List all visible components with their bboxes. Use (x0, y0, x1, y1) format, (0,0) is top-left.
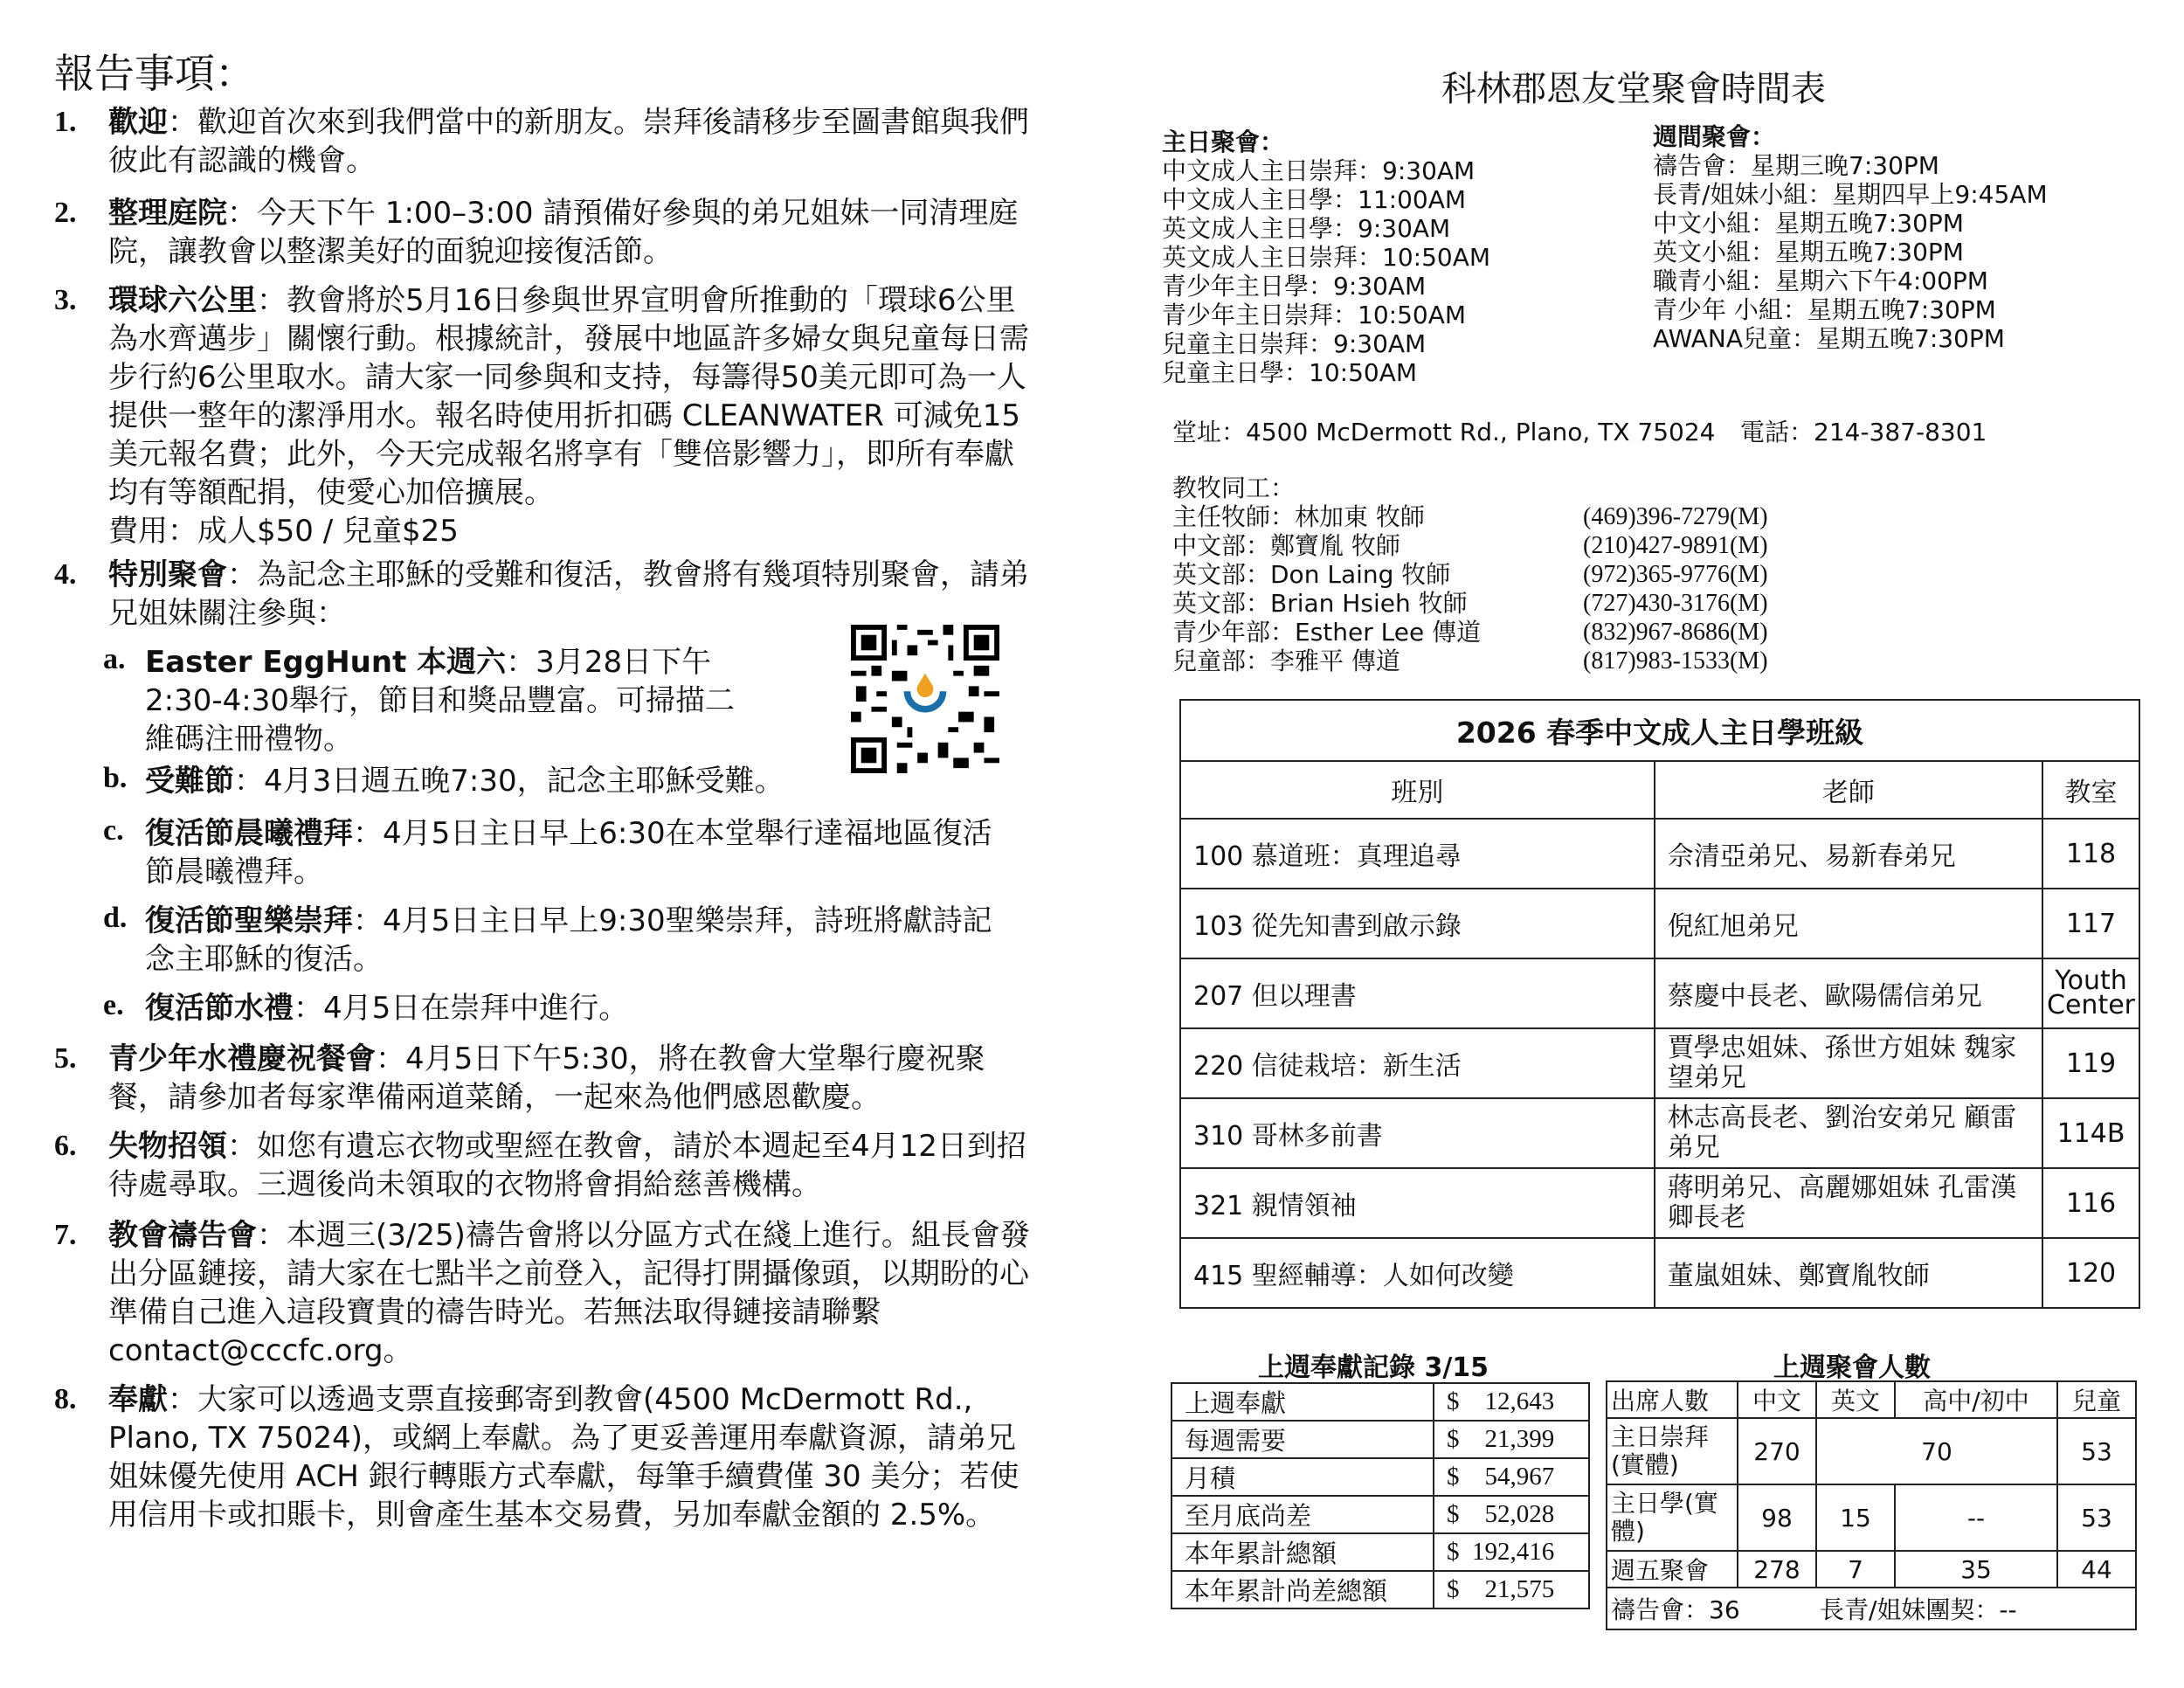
class-name: 310 哥林多前書 (1180, 1098, 1655, 1168)
sub-item-letter: c. (103, 814, 124, 847)
attendance-chinese: 98 (1738, 1484, 1816, 1551)
offering-label: 本年累計總額 (1171, 1533, 1434, 1571)
schedule-line: 青少年主日學：9:30AM (1162, 272, 1427, 301)
offering-amount: $ 21,575 (1434, 1571, 1589, 1608)
announcement-item (54, 1040, 1041, 1117)
schedule-line: 中文成人主日崇拜：9:30AM (1162, 156, 1476, 185)
class-name: 103 從先知書到啟示錄 (1180, 889, 1655, 958)
attendance-title: 上週聚會人數 (1773, 1352, 1931, 1383)
qr-code-icon[interactable] (851, 625, 999, 773)
table-row (1180, 1098, 2139, 1168)
staff-role: 英文部：Brian Hsieh 牧師 (1172, 589, 1468, 618)
item-number: 2. (54, 197, 77, 229)
table-row (1607, 1484, 2136, 1551)
announcement-item (54, 281, 1041, 550)
attendance-english: 15 (1816, 1484, 1895, 1551)
announcement-item (54, 103, 1041, 180)
table-row (1607, 1588, 2136, 1629)
item-label: 環球六公里 (108, 283, 257, 318)
sub-item (145, 643, 757, 758)
offering-title: 上週奉獻記錄 3/15 (1258, 1352, 1489, 1383)
sub-item (145, 989, 1019, 1027)
staff-role: 兒童部：李雅平 傳道 (1172, 647, 1400, 675)
offering-label: 月積 (1171, 1458, 1434, 1496)
class-teacher: 董嵐姐妹、鄭寶胤牧師 (1655, 1238, 2042, 1308)
staff-phone: (832)967-8686(M) (1583, 619, 1768, 646)
table-row (1607, 1381, 2136, 1418)
schedule-line: 英文小組：星期五晚7:30PM (1653, 238, 1964, 266)
table-row (1180, 1168, 2139, 1238)
sub-item-text: ：4月5日在崇拜中進行。 (294, 991, 629, 1026)
attendance-youth: -- (1895, 1484, 2057, 1551)
staff-phone: (817)983-1533(M) (1583, 647, 1768, 675)
schedule-line: 青少年 小組：星期五晚7:30PM (1653, 295, 1996, 324)
item-fee: 費用：成人$50 / 兒童$25 (108, 514, 459, 549)
attendance-children: 44 (2057, 1551, 2136, 1588)
table-row (1607, 1551, 2136, 1588)
offering-amount: $ 12,643 (1434, 1383, 1589, 1421)
class-room: Youth Center (2042, 958, 2139, 1028)
class-room: 120 (2042, 1238, 2139, 1308)
schedule-line: 長青/姐妹小組：星期四早上9:45AM (1653, 180, 2048, 209)
item-number: 1. (54, 106, 77, 138)
item-label: 青少年水禮慶祝餐會 (108, 1041, 376, 1076)
sub-item (145, 814, 1019, 891)
staff-role: 青少年部：Esther Lee 傳道 (1172, 618, 1482, 647)
item-label: 特別聚會 (108, 557, 227, 592)
attendance-chinese: 270 (1738, 1418, 1816, 1484)
column-header: 高中/初中 (1895, 1381, 2057, 1418)
schedule-line: 禱告會：星期三晚7:30PM (1653, 151, 1939, 180)
sub-item-letter: b. (103, 762, 128, 794)
sub-item-text: ：4月5日主日早上6:30在本堂舉行達福地區復活節晨曦禮拜。 (145, 816, 992, 889)
announcement-item (54, 194, 1041, 271)
class-teacher: 蔣明弟兄、高麗娜姐妹 孔雷漢卿長老 (1655, 1168, 2042, 1238)
announcements-title: 報告事項： (54, 50, 255, 97)
table-row (1180, 889, 2139, 958)
prayer-count: 禱告會：36 (1607, 1588, 1816, 1629)
row-label: 週五聚會 (1607, 1551, 1738, 1588)
schedule-line: 英文成人主日崇拜：10:50AM (1162, 243, 1491, 272)
sub-item-letter: d. (103, 902, 128, 934)
item-label: 歡迎 (108, 105, 168, 140)
sub-item-text: ：4月3日週五晚7:30，記念主耶穌受難。 (234, 764, 784, 799)
item-label: 失物招領 (108, 1129, 227, 1164)
schedule-line: 職青小組：星期六下午4:00PM (1653, 266, 1988, 295)
announcement-item (54, 1127, 1041, 1204)
item-number: 5. (54, 1042, 77, 1075)
class-teacher: 林志高長老、劉治安弟兄 顧雷弟兄 (1655, 1098, 2042, 1168)
class-room: 118 (2042, 819, 2139, 889)
row-label: 主日崇拜(實體) (1607, 1418, 1738, 1484)
attendance-chinese: 278 (1738, 1551, 1816, 1588)
offering-label: 上週奉獻 (1171, 1383, 1434, 1421)
sub-item-label: Easter EggHunt 本週六 (145, 645, 507, 680)
item-text: ：歡迎首次來到我們當中的新朋友。崇拜後請移步至圖書館與我們彼此有認識的機會。 (108, 105, 1029, 178)
table-row (1180, 1028, 2139, 1098)
schedule-line: AWANA兒童：星期五晚7:30PM (1653, 324, 2005, 353)
item-number: 3. (54, 284, 77, 316)
table-row (1180, 958, 2139, 1028)
schedule-line: 青少年主日崇拜：10:50AM (1162, 301, 1467, 329)
attendance-table (1606, 1380, 2137, 1630)
item-text: ：為記念主耶穌的受難和復活，教會將有幾項特別聚會，請弟兄姐妹關注參與： (108, 557, 1029, 631)
offering-amount: $ 192,416 (1434, 1533, 1589, 1571)
sub-item-letter: a. (103, 643, 126, 675)
offering-label: 本年累計尚差總額 (1171, 1571, 1434, 1608)
sunday-schedule-heading: 主日聚會： (1162, 128, 1285, 156)
row-label: 主日學(實體) (1607, 1484, 1738, 1551)
item-label: 奉獻 (108, 1382, 168, 1417)
sub-item-label: 復活節晨曦禮拜 (145, 816, 353, 851)
item-number: 8. (54, 1383, 77, 1415)
item-text: ：4月5日下午5:30，將在教會大堂舉行慶祝聚餐，請參加者每家準備兩道菜餚，一起來為他們感恩歡慶。 (108, 1041, 985, 1115)
column-header: 英文 (1816, 1381, 1895, 1418)
staff-role: 主任牧師：林加東 牧師 (1172, 502, 1425, 531)
class-teacher: 賈學忠姐妹、孫世方姐妹 魏家望弟兄 (1655, 1028, 2042, 1098)
offering-amount: $ 21,399 (1434, 1421, 1589, 1458)
item-text: ：大家可以透過支票直接郵寄到教會(4500 McDermott Rd., Plano, TX 75024)，或網上奉獻。為了更妥善運用奉獻資源，請弟兄姐妹優先使用 ACH 銀行轉賬方式奉獻，每筆手續費僅 30 美分；若使用信用卡或扣賬卡，則會產生基本交易費，另加奉獻金額的 2.5%。 (108, 1382, 1019, 1532)
class-name: 415 聖經輔導：人如何改變 (1180, 1238, 1655, 1308)
schedule-line: 兒童主日崇拜：9:30AM (1162, 329, 1427, 358)
class-name: 321 親情領袖 (1180, 1168, 1655, 1238)
sub-item-letter: e. (103, 989, 124, 1021)
schedule-line: 兒童主日學：10:50AM (1162, 358, 1418, 387)
item-number: 7. (54, 1219, 77, 1251)
staff-phone: (469)396-7279(M) (1583, 503, 1768, 530)
class-name: 220 信徒栽培：新生活 (1180, 1028, 1655, 1098)
staff-phone: (727)430-3176(M) (1583, 590, 1768, 617)
item-number: 4. (54, 558, 77, 591)
item-label: 教會禱告會 (108, 1218, 257, 1253)
staff-list (1172, 502, 1481, 675)
column-header: 兒童 (2057, 1381, 2136, 1418)
attendance-children: 53 (2057, 1484, 2136, 1551)
column-header: 班別 (1180, 761, 1655, 819)
schedule-line: 中文成人主日學：11:00AM (1162, 185, 1467, 214)
announcement-item (54, 1216, 1041, 1370)
class-table-title: 2026 春季中文成人主日學班級 (1180, 700, 2139, 761)
column-header: 出席人數 (1607, 1381, 1738, 1418)
offering-amount: $ 54,967 (1434, 1458, 1589, 1496)
offering-amount: $ 52,028 (1434, 1496, 1589, 1533)
sub-item-label: 受難節 (145, 764, 234, 799)
item-number: 6. (54, 1130, 77, 1162)
weekly-schedule (1653, 122, 2048, 353)
staff-phone: (972)365-9776(M) (1583, 561, 1768, 588)
table-row (1171, 1383, 1589, 1421)
weekly-schedule-heading: 週間聚會： (1653, 122, 1776, 151)
attendance-combined: 70 (1816, 1418, 2057, 1484)
table-row (1607, 1418, 2136, 1484)
table-row (1180, 1238, 2139, 1308)
class-room: 117 (2042, 889, 2139, 958)
attendance-children: 53 (2057, 1418, 2136, 1484)
attendance-youth: 35 (1895, 1551, 2057, 1588)
table-row (1171, 1458, 1589, 1496)
schedule-line: 中文小組：星期五晚7:30PM (1653, 209, 1964, 238)
sunday-schedule (1162, 128, 1490, 387)
item-text: ：今天下午 1:00–3:00 請預備好參與的弟兄姐妹一同清理庭院，讓教會以整潔美好的面貌迎接復活節。 (108, 196, 1019, 269)
sub-item-text: ：3月28日下午 2:30-4:30舉行，節目和獎品豐富。可掃描二維碼注冊禮物。 (145, 645, 735, 757)
staff-phone: (210)427-9891(M) (1583, 532, 1768, 559)
table-row (1180, 819, 2139, 889)
table-row (1171, 1533, 1589, 1571)
announcement-item (54, 1380, 1041, 1534)
sub-item (145, 902, 1019, 979)
senior-count: 長青/姐妹團契：-- (1816, 1588, 2136, 1629)
offering-table (1171, 1382, 1590, 1609)
schedule-title: 科林郡恩友堂聚會時間表 (1441, 69, 1826, 109)
table-row (1171, 1496, 1589, 1533)
class-room: 114B (2042, 1098, 2139, 1168)
item-label: 整理庭院 (108, 196, 227, 231)
staff-heading: 教牧同工： (1172, 474, 1296, 502)
table-row (1171, 1421, 1589, 1458)
staff-role: 英文部：Don Laing 牧師 (1172, 560, 1451, 589)
sub-item-label: 復活節水禮 (145, 991, 294, 1026)
item-text: ：如您有遺忘衣物或聖經在教會，請於本週起至4月12日到招待處尋取。三週後尚未領取的衣物將會捐給慈善機構。 (108, 1129, 1026, 1202)
sub-item-label: 復活節聖樂崇拜 (145, 903, 353, 938)
sub-item-text: ：4月5日主日早上9:30聖樂崇拜，詩班將獻詩記念主耶穌的復活。 (145, 903, 992, 977)
table-row (1171, 1571, 1589, 1608)
column-header: 中文 (1738, 1381, 1816, 1418)
announcement-item (54, 556, 1041, 633)
class-name: 207 但以理書 (1180, 958, 1655, 1028)
column-header: 老師 (1655, 761, 2042, 819)
class-teacher: 倪紅旭弟兄 (1655, 889, 2042, 958)
offering-label: 至月底尚差 (1171, 1496, 1434, 1533)
class-room: 116 (2042, 1168, 2139, 1238)
item-text: ：教會將於5月16日參與世界宣明會所推動的「環球6公里為水齊邁步」關懷行動。根據統計，發展中地區許多婦女與兒童每日需步行約6公里取水。請大家一同參與和支持，每籌得50美元即可為一人提供一整年的潔淨用水。報名時使用折扣碼 CLEANWATER 可減免15美元報名費；此外，今天完成報名將享有「雙倍影響力」，即所有奉獻均有等額配捐，使愛心加倍擴展。 (108, 283, 1029, 510)
class-table (1179, 699, 2140, 1309)
item-text: ：本週三(3/25)禱告會將以分區方式在綫上進行。組長會發出分區鏈接，請大家在七點半之前登入，記得打開攝像頭，以期盼的心準備自己進入這段寶貴的禱告時光。若無法取得鏈接請聯繫 contact@cccfc.org。 (108, 1218, 1030, 1368)
staff-phones (1583, 502, 1768, 675)
offering-label: 每週需要 (1171, 1421, 1434, 1458)
church-address: 堂址：4500 McDermott Rd., Plano, TX 75024 (1172, 418, 1716, 446)
attendance-english: 7 (1816, 1551, 1895, 1588)
church-phone: 電話：214-387-8301 (1740, 418, 1987, 446)
class-name: 100 慕道班：真理追尋 (1180, 819, 1655, 889)
staff-role: 中文部：鄭寶胤 牧師 (1172, 531, 1400, 560)
column-header: 教室 (2042, 761, 2139, 819)
schedule-line: 英文成人主日學：9:30AM (1162, 214, 1451, 243)
class-room: 119 (2042, 1028, 2139, 1098)
class-teacher: 佘清亞弟兄、易新春弟兄 (1655, 819, 2042, 889)
class-teacher: 蔡慶中長老、歐陽儒信弟兄 (1655, 958, 2042, 1028)
